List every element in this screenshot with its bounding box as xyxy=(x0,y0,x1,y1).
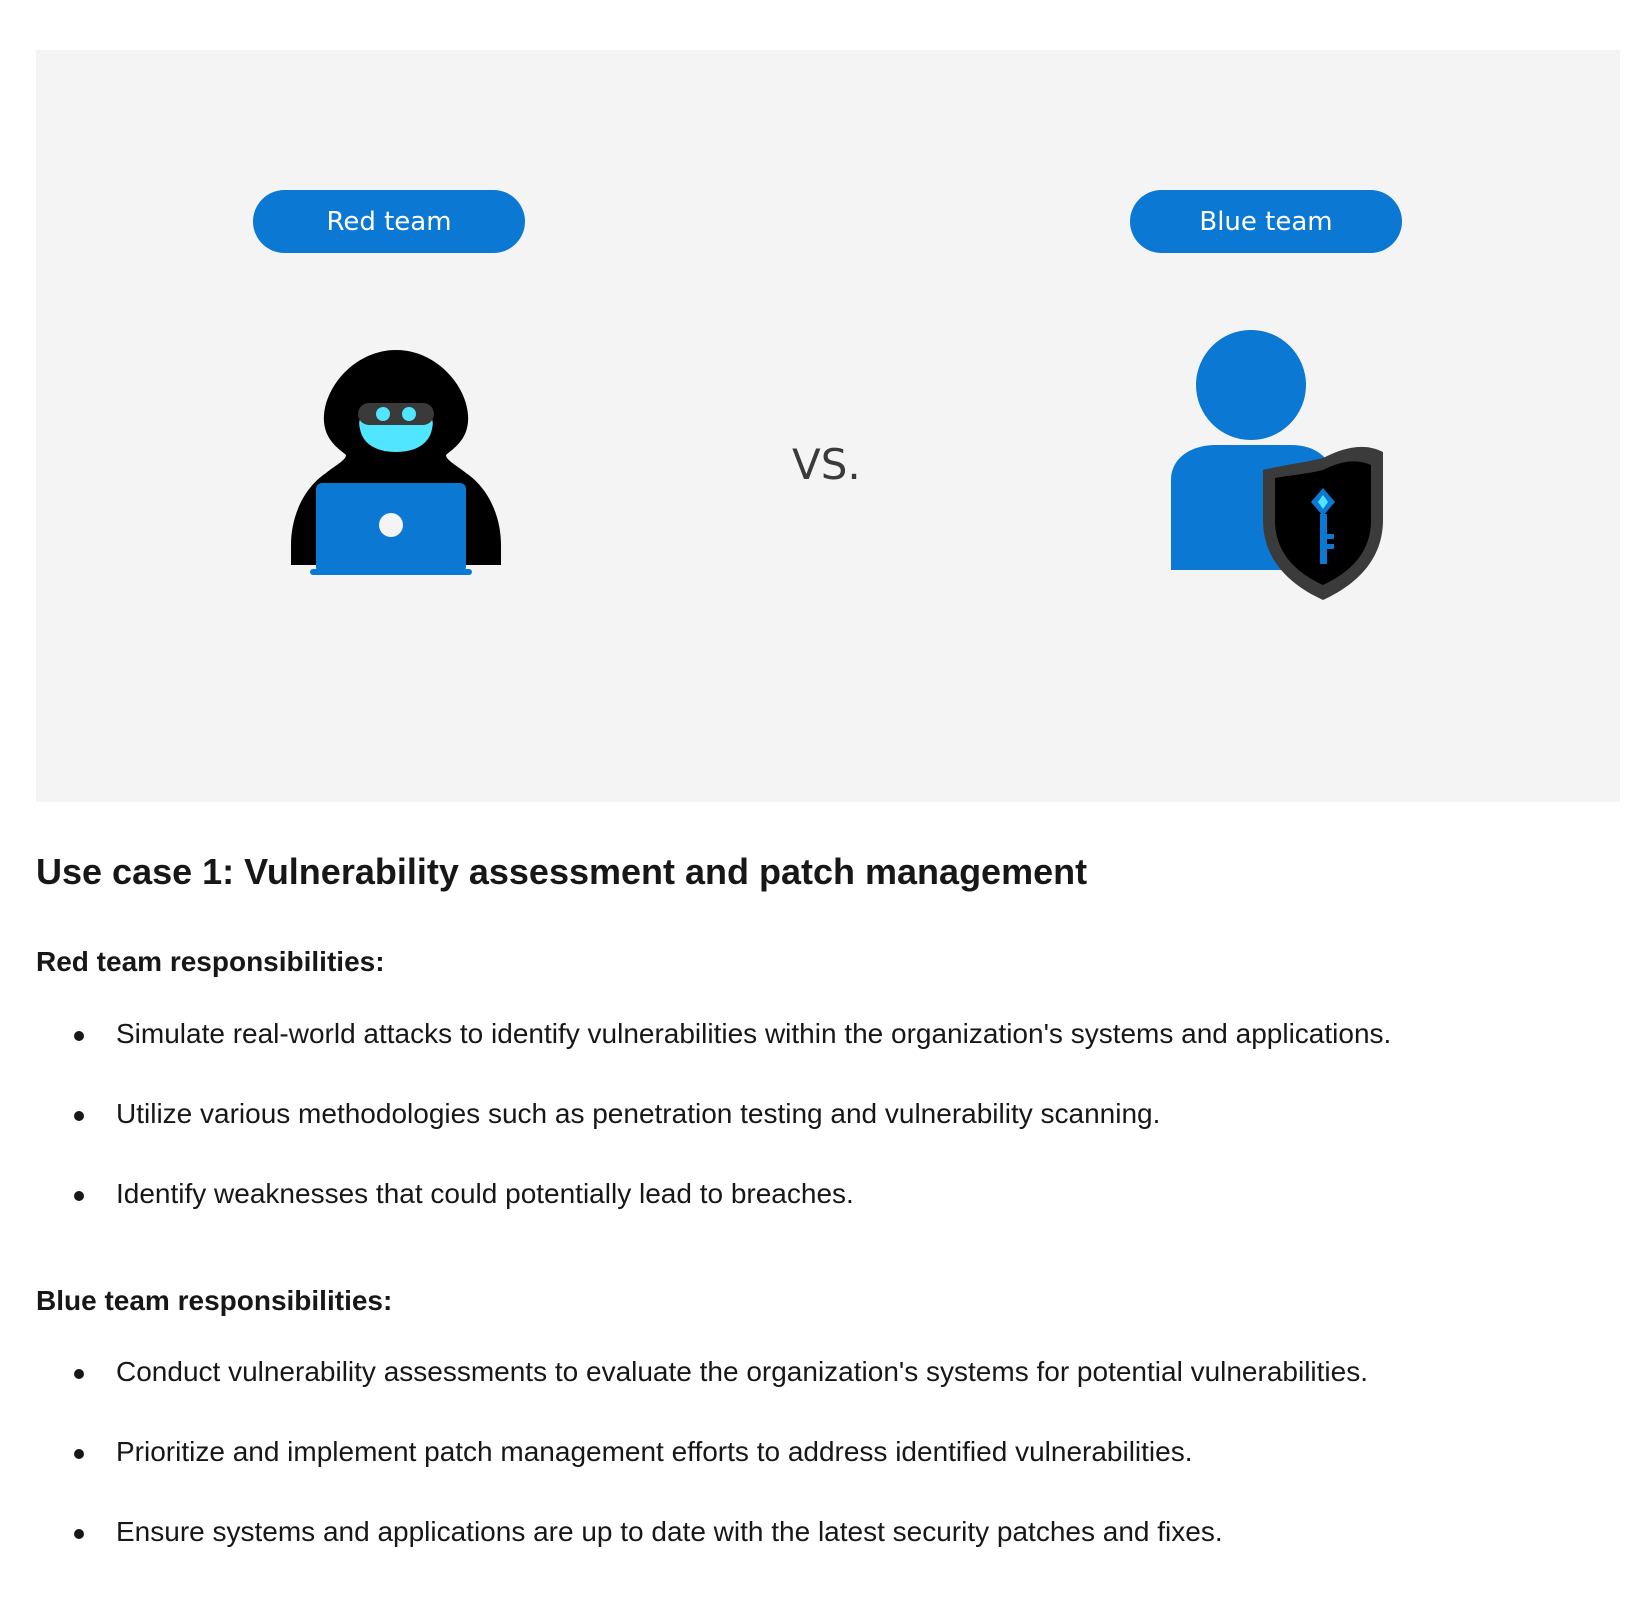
blue-team-label: Blue team xyxy=(1130,190,1402,253)
red-vs-blue-illustration xyxy=(36,50,1620,802)
article-body xyxy=(36,850,1620,1594)
list-item: Conduct vulnerability assessments to evaluate the organization's systems for potential vulnerabilities. xyxy=(36,1354,1620,1390)
list-item: Simulate real-world attacks to identify vulnerabilities within the organization's systems and applications. xyxy=(36,1016,1620,1052)
red-team-label: Red team xyxy=(253,190,525,253)
list-item: Identify weaknesses that could potentially lead to breaches. xyxy=(36,1176,1620,1212)
red-team-responsibilities-title: Red team responsibilities: xyxy=(36,946,385,978)
section-heading: Use case 1: Vulnerability assessment and patch management xyxy=(36,851,1088,892)
user-shield-icon xyxy=(1171,330,1401,620)
versus-label: VS. xyxy=(792,440,861,489)
hacker-icon xyxy=(286,345,506,585)
list-item: Prioritize and implement patch management efforts to address identified vulnerabilities. xyxy=(36,1434,1620,1470)
list-item: Ensure systems and applications are up to date with the latest security patches and fixes. xyxy=(36,1514,1620,1550)
blue-team-responsibilities-title: Blue team responsibilities: xyxy=(36,1284,393,1316)
list-item: Utilize various methodologies such as penetration testing and vulnerability scanning. xyxy=(36,1096,1620,1132)
red-team-responsibilities-list xyxy=(36,1016,1620,1212)
blue-team-responsibilities-list xyxy=(36,1354,1620,1550)
